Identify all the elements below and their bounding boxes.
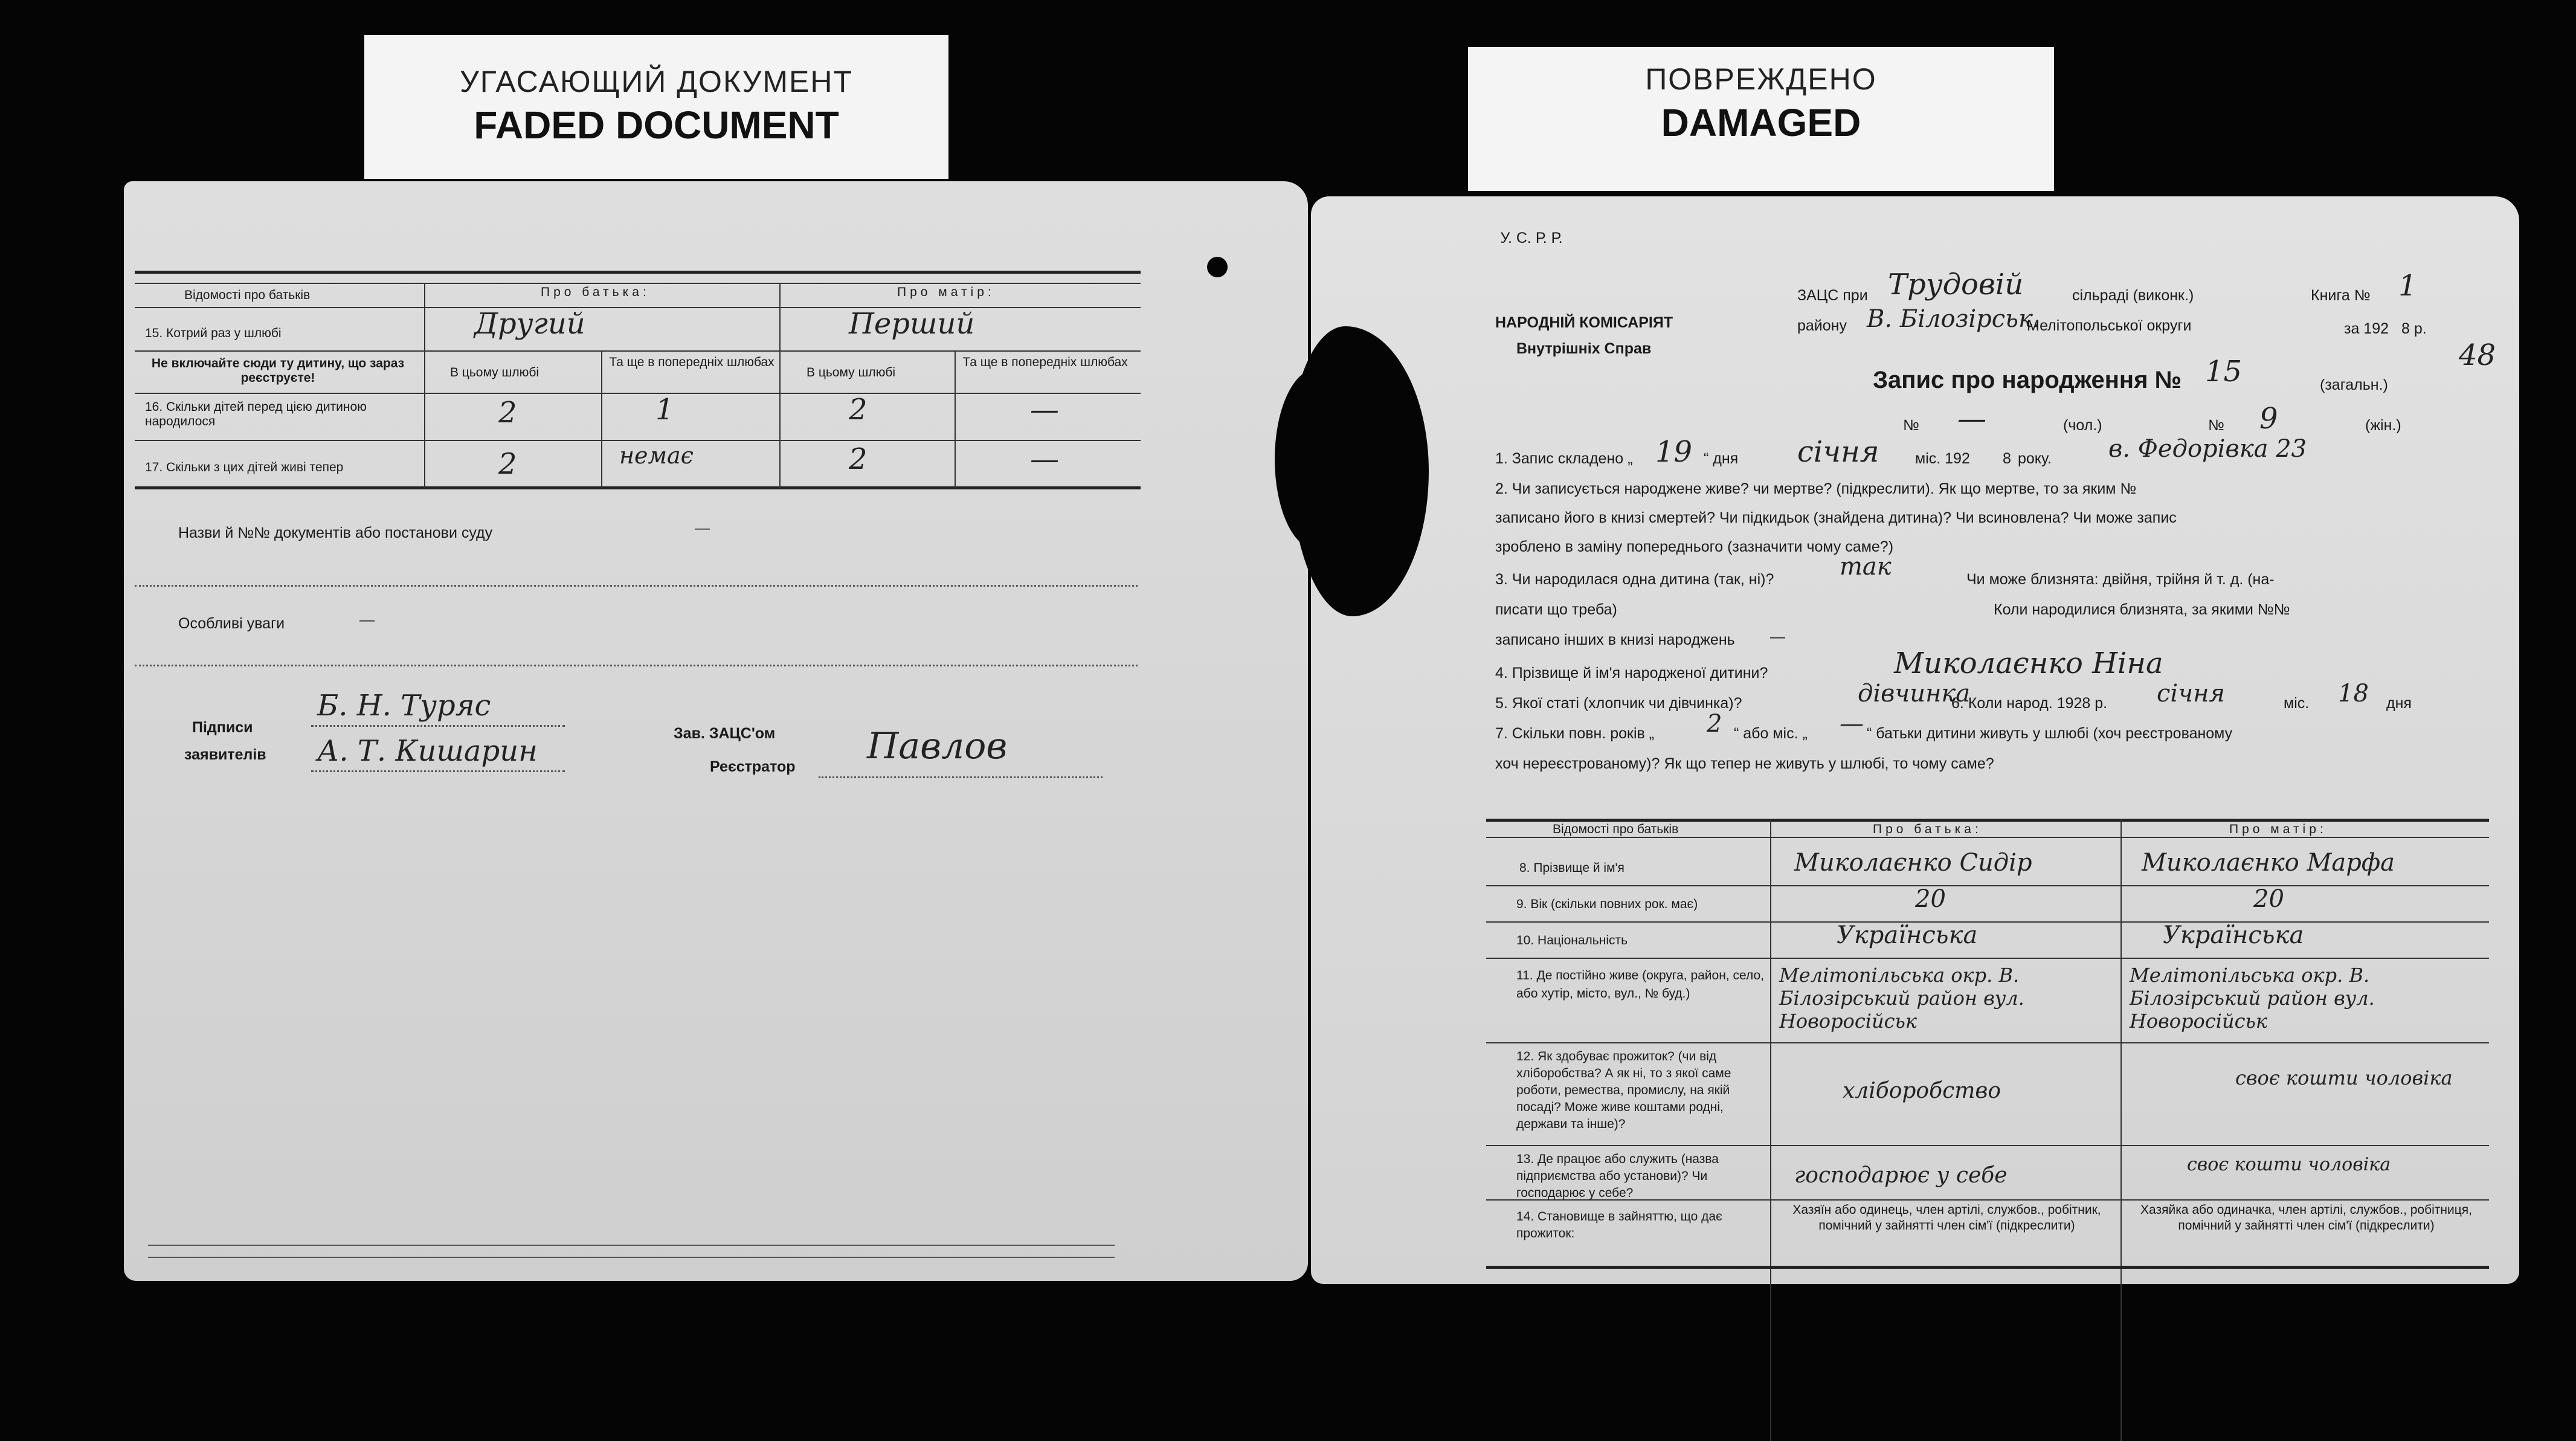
q7-part2: “ або міс. „ [1734,725,1808,742]
q1-part1: 1. Запис складено „ [1495,450,1633,467]
note-label: Не включайте сюди ту дитину, що зараз реєструєте! [151,356,405,385]
q4-label: 4. Прізвище й ім'я народженої дитини? [1495,665,1768,682]
row15-mother-value: Перший [849,307,975,341]
damaged-label-ru: ПОВРЕЖДЕНО [1645,62,1877,96]
remarks-value: — [359,611,375,628]
row16-father-this: 2 [498,396,517,430]
row9-label: 9. Вік (скільки повних рок. має) [1516,897,1698,911]
signature-1: Б. Н. Туряс [317,689,491,723]
remarks-label: Особливі уваги [178,615,285,632]
row10-father: Українська [1837,921,1978,949]
right-header-father: Про батька: [1873,822,1982,836]
female-no: № [2208,417,2224,434]
row9-father: 20 [1915,885,1946,913]
signatures-label-2: заявителів [184,746,266,763]
damaged-label [1468,47,2054,191]
left-header-info: Відомості про батьків [184,288,311,302]
damaged-label-en: DAMAGED [1661,101,1861,144]
record-general: (загальн.) [2320,376,2388,393]
row8-label: 8. Прізвище й ім'я [1519,861,1624,875]
head-label: Зав. ЗАЦС'ом [674,725,776,742]
faded-label-ru: УГАСАЮЩИЙ ДОКУМЕНТ [459,65,854,98]
documents-label: Назви й №№ документів або постанови суду [178,524,493,541]
row14-father: Хазяїн або одинець, член артілі, службов., робітник, помічний у зайнятті член сім'ї (підкреслити) [1792,1203,2101,1233]
q7-part1: 7. Скільки повн. років „ [1495,725,1655,742]
registrar-label: Реєстратор [710,758,796,775]
q1-part3: міс. 192 [1915,450,1970,467]
q2-line2: записано його в книзі смертей? Чи підкидьок (знайдена дитина)? Чи всиновлена? Чи може запис [1495,509,2177,526]
q7-line2: хоч нереєстрованому)? Як що тепер не живуть у шлюбі, то чому саме? [1495,755,1994,772]
faded-label-en: FADED DOCUMENT [474,103,839,147]
row16-label: 16. Скільки дітей перед цією дитиною народилося [145,400,367,428]
signature-2: А. Т. Кишарин [317,734,538,768]
q3-answer: так [1840,553,1892,581]
right-page [1311,196,2519,1284]
faded-document-label [364,35,948,179]
male-label: (чол.) [2063,417,2102,434]
right-header-mother: Про матір: [2229,822,2327,836]
zags-value: Трудовій [1888,268,2024,301]
right-header-info: Відомості про батьків [1553,822,1679,836]
row11-mother: Мелітопільська окр. В. Білозірський район вул. Новоросійськ [2130,964,2375,1033]
q1-day: 19 [1655,435,1693,469]
q1-part2: “ дня [1704,450,1739,467]
row15-father-value: Другий [474,307,585,341]
male-no: № [1903,417,1919,434]
row11-label: 11. Де постійно живе (округа, район, село, або хутір, місто, вул., № буд.) [1516,969,1764,1001]
q3-line2b: Коли народилися близнята, за якими №№ [1994,601,2290,618]
row13-mother: своє кошти чоловіка [2187,1154,2391,1175]
q6-label: 6. Коли народ. 1928 р. [1951,695,2108,712]
row13-father: господарює у себе [1794,1163,2008,1188]
q3-line1b: Чи може близнята: двійня, трійня й т. д. (на- [1966,571,2275,588]
book-label: Книга № [2311,287,2371,304]
row16-mother-prev: — [1030,393,1059,427]
district-suffix: Мелітопольської округи [2027,317,2192,334]
left-header-mother: Про матір: [897,285,995,299]
q1-month: січня [1797,435,1879,469]
q3-line2: писати що треба) [1495,601,1617,618]
commissariat: НАРОДНІЙ КОМІСАРІЯТ [1495,314,1673,331]
record-number: 15 [2205,355,2243,388]
row16-mother-this: 2 [849,393,868,427]
q4-value: Миколаєнко Ніна [1894,646,2163,680]
row12-label: 12. Як здобуває прожиток? (чи від хліборобства? А як ні, то з якої саме роботи, ремества, промислу, на якій посаді? Може живе коштами родні, держави та інше)? [1516,1049,1731,1131]
ussr: У. С. Р. Р. [1500,230,1563,247]
documents-value: — [695,520,710,537]
male-value: — [1957,402,1986,436]
left-page [124,181,1308,1281]
q7-part3: “ батьки дитини живуть у шлюбі (хоч реєстрованому [1867,725,2233,742]
row13-label: 13. Де працює або служить (назва підприємства або установи)? Чи господарює у себе? [1516,1152,1719,1200]
q1-place: в. Федорівка 23 [2108,435,2307,463]
row14-label: 14. Становище в зайняттю, що дає прожиток: [1516,1210,1722,1240]
folio-number: 48 [2459,338,2496,372]
row9-mother: 20 [2253,885,2284,913]
record-title: Запис про народження № [1873,367,2182,393]
q2-line1: 2. Чи записується народжене живе? чи мертве? (підкреслити). Як що мертве, то за яким № [1495,480,2137,497]
row17-father-this: 2 [498,447,517,481]
district-value: В. Білозірськ. [1867,305,2041,333]
q5-value: дівчинка [1858,680,1971,708]
year-label: за 192 [2344,320,2389,337]
row15-label: 15. Котрий раз у шлюбі [145,326,282,340]
row14-mother: Хазяйка або одиначка, член артілі, службов., робітниця, помічний у зайнятті член сім'ї (підкреслити) [2140,1203,2472,1233]
signatures-label-1: Підписи [192,719,253,736]
q6-month: січня [2157,680,2225,708]
row17-mother-prev: — [1030,442,1059,476]
row10-label: 10. Національність [1516,933,1628,947]
row16-father-prev: 1 [655,393,674,427]
q7-months: — [1840,710,1864,738]
q6-day-label: дня [2386,695,2412,712]
q3-line1: 3. Чи народилася одна дитина (так, ні)? [1495,571,1774,588]
sub-header-mother-this: В цьому шлюбі [807,366,896,379]
registrar-signature: Павлов [867,725,1008,767]
row17-mother-this: 2 [849,442,868,476]
q5-label: 5. Якої статі (хлопчик чи дівчинка)? [1495,695,1742,712]
row8-mother: Миколаєнко Марфа [2142,849,2395,877]
row17-label: 17. Скільки з цих дітей живі тепер [145,460,344,474]
row12-mother: своє кошти чоловіка [2235,1066,2453,1089]
punch-hole [1207,257,1228,277]
q1-part4: року. [2018,450,2052,467]
female-value: 9 [2259,402,2278,436]
year-value: 8 р. [2401,320,2427,337]
q1-year: 8 [2003,450,2011,467]
sub-header-father-this: В цьому шлюбі [450,366,539,379]
q2-line3: зроблено в заміну попереднього (зазначити чому саме?) [1495,538,1894,555]
q7-years: 2 [1707,710,1722,738]
row10-mother: Українська [2163,921,2304,949]
sub-header-father-prev: Та ще в попередніх шлюбах [609,355,774,369]
left-header-father: Про батька: [541,285,650,299]
zags-prefix: ЗАЦС при [1797,287,1868,304]
row12-father: хліборобство [1843,1078,2001,1103]
q6-day: 18 [2338,680,2369,708]
row8-father: Миколаєнко Сидір [1794,849,2032,877]
female-label: (жін.) [2365,417,2401,434]
internal-affairs: Внутрішніх Справ [1516,340,1652,357]
book-value: 1 [2398,269,2417,303]
sub-header-mother-prev: Та ще в попередніх шлюбах [962,355,1128,369]
row17-father-prev: немає [619,442,694,469]
torn-area-edge [1275,369,1359,550]
zags-suffix: сільраді (виконк.) [2072,287,2194,304]
row11-father: Мелітопільська окр. В. Білозірський район вул. Новоросійськ [1779,964,2024,1033]
q3-line3: записано інших в книзі народжень [1495,631,1735,648]
q6-month-label: міс. [2284,695,2310,712]
q3-line3-value: — [1770,628,1785,645]
district-prefix: району [1797,317,1847,334]
